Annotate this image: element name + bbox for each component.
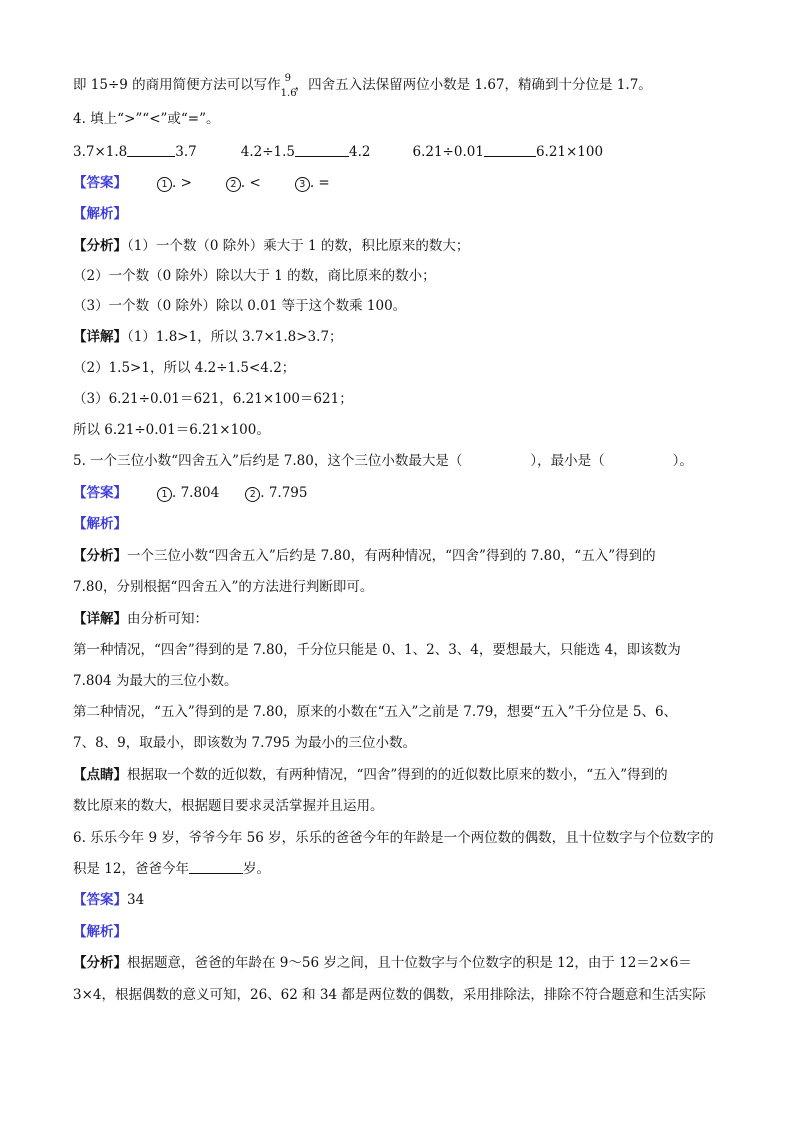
dianjing-text: 根据取一个数的近似数，有两种情况，“四舍”得到的的近似数比原来的数小，“五入”得到的 [127,767,668,783]
q6-fenxi-2: 3×4，根据偶数的意义可知，26、62 和 34 都是两位数的偶数，采用排除法，排除不符合题意和生活实际 [73,987,706,1003]
intro-line [73,73,733,99]
answer-label: 【答案】 [73,485,127,501]
q5-fenxi-2: 7.80，分别根据“四舍五入”的方法进行判断即可。 [73,579,374,595]
q5-title-b: ），最小是（ [530,453,605,469]
detail-tag: 【详解】 [73,611,127,627]
q4-detail-4: 所以 6.21÷0.01＝6.21×100。 [73,422,270,438]
q4-answer [73,173,733,193]
q4-fenxi-3: （3）一个数（0 除外）除以 0.01 等于这个数乘 100。 [73,298,407,314]
q6-title-1: 6. 乐乐今年 9 岁，爷爷今年 56 岁，乐乐的爸爸今年的年龄是一个两位数的偶数，且十位数字与个位数字的 [73,830,714,846]
fraction-denominator: 1.6 [280,88,297,99]
fenxi-text: （1）一个数（0 除外）乘大于 1 的数，积比原来的数大； [127,238,470,254]
q4-blank3 [484,142,536,157]
q4-fenxi [73,236,733,256]
q5-dianjing-2: 数比原来的数大，根据题目要求灵活掌握并且运用。 [73,798,384,814]
answer-marker-1: 1 [157,177,172,192]
fenxi-text: 一个三位小数“四舍五入”后约是 7.80，有两种情况，“四舍”得到的 7.80，“五入”得到的 [127,548,656,564]
q5-title-a: 5. 一个三位小数“四舍五入”后约是 7.80，这个三位小数最大是（ [73,453,463,469]
fraction-numerator: 9 [284,73,292,84]
dianjing-tag: 【点睛】 [73,767,127,783]
q6-jiexi: 【解析】 [73,924,127,940]
q6-blank [189,859,243,874]
intro-text-suffix: ，四舍五入法保留两位小数是 1.67，精确到十分位是 1.7。 [294,77,652,93]
answer-1: . > [172,175,192,191]
q4-expr2b: 4.2 [349,144,371,160]
q6-title-2b: 岁。 [242,861,270,877]
answer-marker-3: 3 [295,177,310,192]
q6-title-2a: 积是 12，爸爸今年 [73,861,189,877]
q5-title-c: ）。 [672,453,693,469]
q6-answer [73,890,733,910]
q5-detail-2: 7.804 为最大的三位小数。 [73,673,238,689]
q4-jiexi: 【解析】 [73,206,127,222]
q4-expr3: 6.21÷0.01 [412,144,484,160]
q5-dianjing [73,765,733,785]
answer-1: . 7.804 [172,485,220,501]
answer-marker-2: 2 [245,487,260,502]
fenxi-tag: 【分析】 [73,955,127,971]
q5-jiexi: 【解析】 [73,516,127,532]
q4-title: 4. 填上“>”“<”或“=”。 [73,111,220,127]
answer-2: . 7.795 [260,485,308,501]
answer-3: . = [309,175,330,191]
q4-fenxi-2: （2）一个数（0 除外）除以大于 1 的数，商比原来的数小； [73,268,436,284]
q6-fenxi [73,953,733,973]
q6-title-2 [73,859,733,879]
answer-marker-2: 2 [226,177,241,192]
detail-text: 由分析可知： [127,611,208,627]
q4-detail-2: （2）1.5>1，所以 4.2÷1.5<4.2； [73,360,296,376]
q4-blank1 [127,142,175,157]
answer-label: 【答案】 [73,892,127,908]
q4-expr3b: 6.21×100 [535,144,604,160]
q4-detail [73,327,733,347]
q4-detail-3: （3）6.21÷0.01＝621，6.21×100＝621； [73,391,353,407]
q5-detail [73,609,733,629]
fenxi-tag: 【分析】 [73,238,127,254]
detail-text: （1）1.8>1，所以 3.7×1.8>3.7； [127,329,343,345]
q4-expr1: 3.7×1.8 [73,144,128,160]
q5-answer [73,483,733,503]
q5-detail-3: 第二种情况，“五入”得到的是 7.80，原来的小数在“五入”之前是 7.79，想要“五入”千分位是 5、6、 [73,704,678,720]
q4-expr1b: 3.7 [175,144,197,160]
q4-expr2: 4.2÷1.5 [240,144,296,160]
q4-expressions [73,142,733,162]
fraction [280,73,297,99]
answer-label: 【答案】 [73,175,127,191]
answer-marker-1: 1 [157,487,172,502]
q5-title [73,451,733,471]
q5-fenxi [73,546,733,566]
detail-tag: 【详解】 [73,329,127,345]
q5-detail-1: 第一种情况，“四舍”得到的是 7.80，千分位只能是 0、1、2、3、4，要想最大，只能选 4，即该数为 [73,642,681,658]
fenxi-tag: 【分析】 [73,548,127,564]
answer-value: 34 [127,892,145,908]
fenxi-text: 根据题意，爸爸的年龄在 9～56 岁之间，且十位数字与个位数字的积是 12，由于 12＝2×6＝ [127,955,692,971]
answer-2: . < [240,175,261,191]
q5-detail-4: 7、8、9，取最小，即该数为 7.795 为最小的三位小数。 [73,735,416,751]
q4-blank2 [295,142,349,157]
intro-text: 即 15÷9 的商用简便方法可以写作 [73,77,281,93]
